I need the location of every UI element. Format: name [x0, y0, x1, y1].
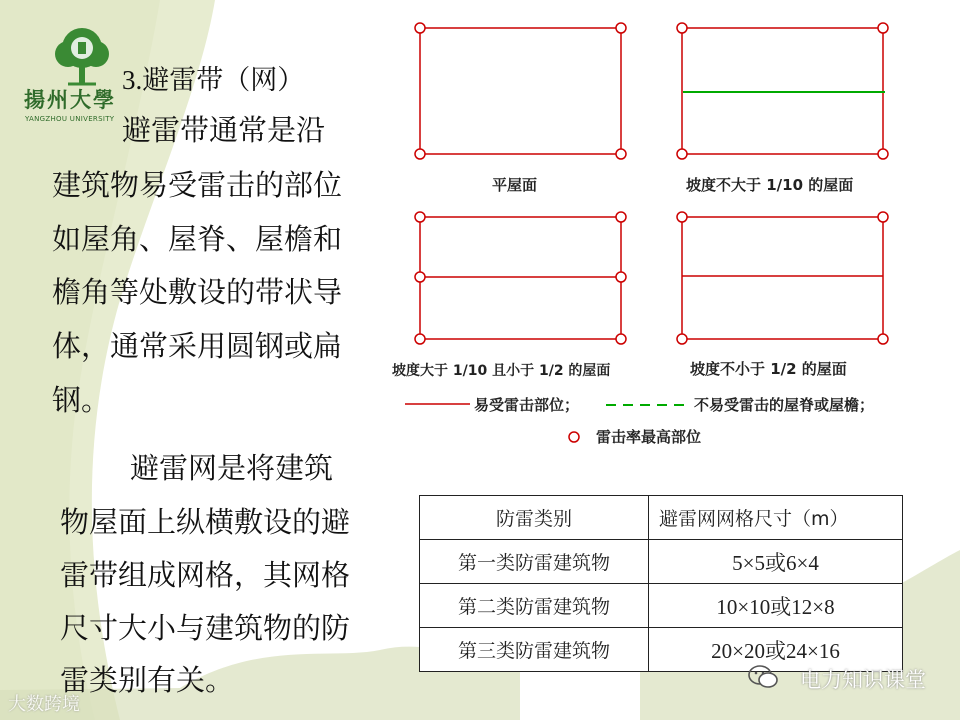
wechat-icon [748, 665, 778, 689]
para1-line-6: 钢。 [52, 383, 111, 417]
watermark-bottom-left: 大数跨境 [8, 694, 80, 715]
para1-line-5: 体，通常采用圆钢或扁 [52, 329, 343, 363]
table-cell-category: 第一类防雷建筑物 [420, 540, 649, 584]
para1-line-4: 檐角等处敷设的带状导 [52, 275, 343, 309]
para2-line-5: 雷类别有关。 [60, 663, 235, 697]
para2-line-4: 尺寸大小与建筑物的防 [60, 611, 351, 645]
caption-slope-low: 坡度不大于 1/10 的屋面 [686, 176, 854, 194]
legend-red-line-label: 易受雷击部位； [474, 396, 580, 414]
para1-line-3: 如屋角、屋脊、屋檐和 [52, 222, 343, 256]
caption-flat-roof: 平屋面 [492, 176, 538, 194]
tree-emblem-icon [42, 22, 122, 88]
watermark-channel-name: 电力知识课堂 [800, 668, 926, 692]
table-row [420, 540, 903, 584]
para2-line-1: 避雷网是将建筑 [130, 451, 334, 485]
table-row [420, 584, 903, 628]
university-name-cn: 揚州大學 [24, 87, 116, 112]
legend-circle-label: 雷击率最高部位 [596, 428, 702, 446]
section-title: 避雷带（网） [142, 65, 305, 96]
caption-slope-mid: 坡度大于 1/10 且小于 1/2 的屋面 [392, 360, 610, 380]
table-cell-category: 第三类防雷建筑物 [420, 628, 649, 672]
table-cell-category: 第二类防雷建筑物 [420, 584, 649, 628]
roof-lightning-diagram [388, 12, 953, 457]
table-header-category: 防雷类别 [420, 496, 649, 540]
legend-circle-mark [569, 432, 579, 442]
legend-green-dash-label: 不易受雷击的屋脊或屋檐； [694, 396, 875, 414]
table-cell-mesh-size: 5×5或6×4 [649, 540, 903, 584]
caption-slope-high: 坡度不小于 1/2 的屋面 [690, 360, 847, 378]
section-heading [122, 58, 304, 97]
mesh-size-table [419, 495, 903, 672]
university-name-en: YANGZHOU UNIVERSITY [25, 115, 115, 123]
section-number: 3. [122, 65, 143, 95]
table-cell-mesh-size: 20×20或24×16 [649, 628, 903, 672]
table-cell-mesh-size: 10×10或12×8 [649, 584, 903, 628]
table-header-mesh-size: 避雷网网格尺寸（m） [649, 496, 903, 540]
para1-line-1: 避雷带通常是沿 [122, 113, 326, 147]
para2-line-2: 物屋面上纵横敷设的避 [60, 505, 351, 539]
table-header-row [420, 496, 903, 540]
para1-line-2: 建筑物易受雷击的部位 [52, 168, 343, 202]
para2-line-3: 雷带组成网格，其网格 [60, 558, 351, 592]
